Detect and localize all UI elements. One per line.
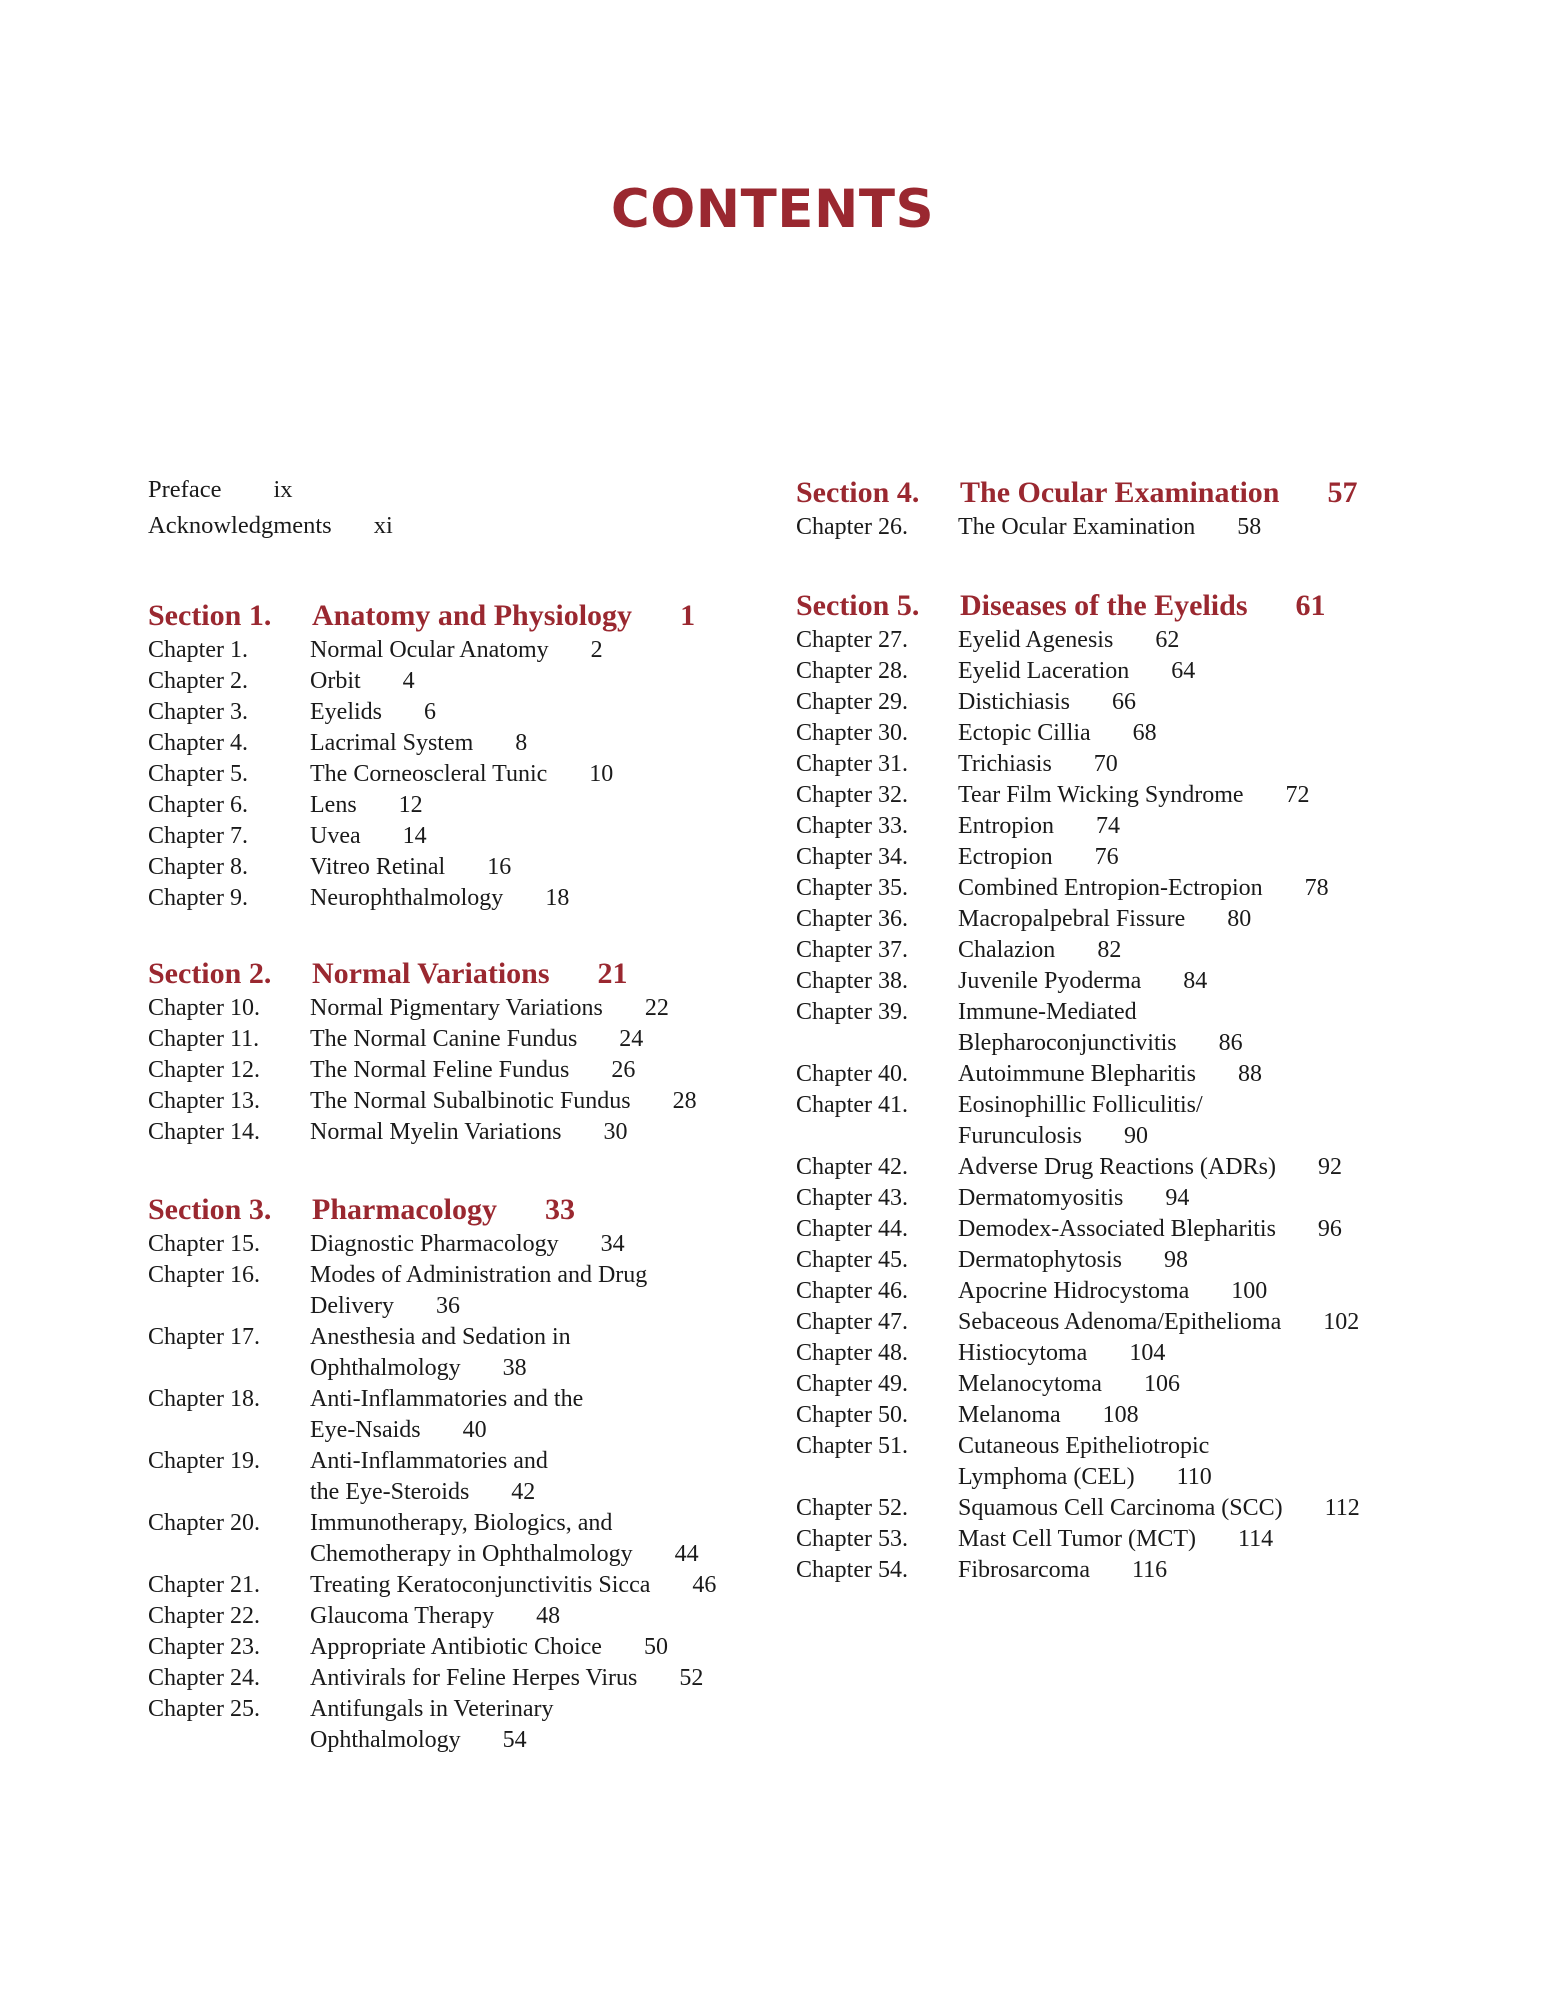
chapter-entry[interactable] [148,1663,768,1694]
chapter-entry[interactable] [796,625,1416,656]
front-matter-label: Preface [148,476,222,503]
chapter-title-line: Fibrosarcoma [958,1557,1090,1583]
chapter-title-line: Dermatophytosis [958,1247,1122,1273]
chapter-title-line: Melanocytoma [958,1371,1102,1397]
chapter-page: 70 [1093,751,1118,777]
chapter-title-line: Dermatomyositis [958,1185,1124,1211]
chapter-page: 46 [692,1572,717,1598]
chapter-title-line: Autoimmune Blepharitis [958,1061,1196,1087]
section-block [148,955,768,1148]
chapter-entry[interactable] [148,993,768,1024]
chapter-entry[interactable] [148,1229,768,1260]
chapter-number: Chapter 53. [796,1526,908,1552]
chapter-entry[interactable] [796,904,1416,935]
chapter-entry[interactable] [148,1384,768,1446]
chapter-number: Chapter 32. [796,782,908,808]
chapter-page: 94 [1165,1185,1190,1211]
chapter-page: 28 [672,1088,697,1114]
chapter-entry[interactable] [796,935,1416,966]
section-page: 57 [1327,476,1358,509]
chapter-entry[interactable] [796,842,1416,873]
chapter-title-line: Modes of Administration and Drug [310,1262,648,1288]
chapter-title-line: Mast Cell Tumor (MCT) [958,1526,1197,1552]
chapter-number: Chapter 54. [796,1557,908,1583]
chapter-title-line: Treating Keratoconjunctivitis Sicca [310,1572,651,1598]
chapter-entry[interactable] [148,1632,768,1663]
chapter-page: 26 [611,1057,636,1083]
chapter-number: Chapter 17. [148,1324,260,1350]
chapter-number: Chapter 14. [148,1119,260,1145]
chapter-title-line: Demodex-Associated Blepharitis [958,1216,1276,1242]
chapter-number: Chapter 28. [796,658,908,684]
chapter-entry[interactable] [796,873,1416,904]
chapter-page: 38 [502,1355,527,1381]
chapter-page: 100 [1231,1278,1268,1304]
chapter-title-line: Delivery [310,1293,394,1319]
section-number: Section 3. [148,1193,272,1226]
chapter-title-line: Chemotherapy in Ophthalmology [310,1541,633,1567]
chapter-number: Chapter 24. [148,1665,260,1691]
chapter-number: Chapter 38. [796,968,908,994]
chapter-page: 104 [1129,1340,1166,1366]
chapter-entry[interactable] [796,1090,1416,1152]
chapter-title-line: Appropriate Antibiotic Choice [310,1634,602,1660]
chapter-title-line: The Normal Canine Fundus [310,1026,578,1052]
chapter-title-line: Trichiasis [958,751,1052,777]
chapter-title-line: The Normal Feline Fundus [310,1057,570,1083]
chapter-entry[interactable] [148,790,768,821]
chapter-page: 88 [1237,1061,1262,1087]
chapter-number: Chapter 35. [796,875,908,901]
chapter-number: Chapter 48. [796,1340,908,1366]
chapter-entry[interactable] [796,1152,1416,1183]
chapter-title-line: Ectropion [958,844,1053,870]
chapter-number: Chapter 7. [148,823,248,849]
chapter-entry[interactable] [796,1183,1416,1214]
section-number: Section 1. [148,599,272,632]
chapter-entry[interactable] [796,1276,1416,1307]
chapter-entry[interactable] [148,1024,768,1055]
chapter-title-line: Combined Entropion-Ectropion [958,875,1263,901]
chapter-number: Chapter 1. [148,637,248,663]
chapter-title-line: the Eye-Steroids [310,1479,470,1505]
chapter-number: Chapter 51. [796,1433,908,1459]
chapter-page: 44 [674,1541,699,1567]
chapter-page: 48 [536,1603,561,1629]
chapter-title-line: Blepharoconjunctivitis [958,1030,1177,1056]
front-matter-item[interactable] [148,472,748,508]
chapter-number: Chapter 25. [148,1696,260,1722]
chapter-entry[interactable] [148,1117,768,1148]
chapter-page: 10 [589,761,614,787]
chapter-title-line: Chalazion [958,937,1056,963]
chapter-entry[interactable] [796,966,1416,997]
section-number: Section 2. [148,957,272,990]
chapter-entry[interactable] [148,1601,768,1632]
section-heading[interactable] [148,955,768,993]
chapter-title-line: Ophthalmology [310,1727,461,1753]
front-matter-page: ix [273,476,293,503]
chapter-title-line: Vitreo Retinal [310,854,446,880]
chapter-entry[interactable] [796,1431,1416,1493]
chapter-page: 8 [515,730,528,756]
chapter-entry[interactable] [148,1055,768,1086]
chapter-entry[interactable] [148,666,768,697]
chapter-number: Chapter 11. [148,1026,260,1052]
chapter-title-line: Anesthesia and Sedation in [310,1324,571,1350]
chapter-page: 64 [1171,658,1196,684]
chapter-title-line: Diagnostic Pharmacology [310,1231,559,1257]
section-block [148,597,768,914]
section-heading[interactable] [796,587,1416,625]
chapter-title-line: Ectopic Cillia [958,720,1091,746]
chapter-number: Chapter 23. [148,1634,260,1660]
chapter-number: Chapter 47. [796,1309,908,1335]
chapter-number: Chapter 16. [148,1262,260,1288]
chapter-entry[interactable] [796,1555,1416,1586]
section-title: Pharmacology [312,1193,497,1226]
chapter-title-line: Ophthalmology [310,1355,461,1381]
chapter-entry[interactable] [148,821,768,852]
chapter-title-line: Tear Film Wicking Syndrome [958,782,1244,808]
chapter-title-line: Eye-Nsaids [310,1417,421,1443]
chapter-title-line: Squamous Cell Carcinoma (SCC) [958,1495,1283,1521]
chapter-number: Chapter 36. [796,906,908,932]
page-title: CONTENTS [610,179,935,240]
chapter-entry[interactable] [796,811,1416,842]
chapter-number: Chapter 12. [148,1057,260,1083]
chapter-page: 6 [424,699,436,725]
chapter-title-line: Immune-Mediated [958,999,1137,1025]
chapter-entry[interactable] [796,512,1416,543]
chapter-page: 14 [402,823,427,849]
chapter-page: 74 [1096,813,1120,839]
chapter-entry[interactable] [148,852,768,883]
chapter-number: Chapter 3. [148,699,248,725]
chapter-entry[interactable] [796,656,1416,687]
chapter-title-line: Normal Pigmentary Variations [310,995,603,1021]
chapter-page: 98 [1163,1247,1188,1273]
chapter-page: 78 [1304,875,1329,901]
section-title: Diseases of the Eyelids [960,589,1248,622]
chapter-number: Chapter 19. [148,1448,260,1474]
chapter-title-line: Adverse Drug Reactions (ADRs) [958,1154,1276,1180]
chapter-entry[interactable] [796,1493,1416,1524]
chapter-page: 30 [603,1119,628,1145]
chapter-number: Chapter 15. [148,1231,260,1257]
chapter-title-line: Entropion [958,813,1054,839]
chapter-title-line: Distichiasis [958,689,1070,715]
chapter-page: 22 [644,995,669,1021]
chapter-page: 90 [1124,1123,1149,1149]
chapter-page: 52 [679,1665,704,1691]
chapter-number: Chapter 22. [148,1603,260,1629]
chapter-page: 16 [487,854,512,880]
chapter-entry[interactable] [796,1400,1416,1431]
chapter-number: Chapter 13. [148,1088,260,1114]
chapter-page: 34 [600,1231,625,1257]
chapter-title-line: Antivirals for Feline Herpes Virus [310,1665,638,1691]
chapter-page: 108 [1102,1402,1139,1428]
chapter-entry[interactable] [148,1260,768,1322]
chapter-title-line: Lacrimal System [310,730,474,756]
chapter-title-line: Lymphoma (CEL) [958,1464,1135,1490]
chapter-number: Chapter 33. [796,813,908,839]
chapter-entry[interactable] [148,728,768,759]
chapter-title-line: The Ocular Examination [958,514,1196,540]
chapter-entry[interactable] [148,759,768,790]
chapter-entry[interactable] [796,1369,1416,1400]
chapter-entry[interactable] [148,697,768,728]
chapter-title-line: Histiocytoma [958,1340,1088,1366]
chapter-number: Chapter 4. [148,730,248,756]
chapter-page: 54 [502,1727,527,1753]
section-number: Section 4. [796,476,920,509]
chapter-entry[interactable] [148,1322,768,1384]
chapter-number: Chapter 21. [148,1572,260,1598]
section-page: 21 [597,957,628,990]
chapter-entry[interactable] [148,883,768,914]
chapter-page: 72 [1285,782,1310,808]
chapter-number: Chapter 42. [796,1154,908,1180]
chapter-number: Chapter 34. [796,844,908,870]
chapter-title-line: Glaucoma Therapy [310,1603,495,1629]
chapter-title-line: Lens [310,792,357,818]
chapter-number: Chapter 30. [796,720,908,746]
chapter-entry[interactable] [796,1059,1416,1090]
section-block [148,1191,768,1756]
chapter-title-line: Antifungals in Veterinary [310,1696,554,1722]
front-matter-label: Acknowledgments [148,512,332,539]
chapter-number: Chapter 6. [148,792,248,818]
section-block [796,587,1416,1586]
chapter-number: Chapter 52. [796,1495,908,1521]
chapter-title-line: Furunculosis [958,1123,1083,1149]
chapter-page: 4 [402,668,415,694]
chapter-title-line: Juvenile Pyoderma [958,968,1142,994]
chapter-title-line: Eosinophillic Folliculitis/ [958,1092,1203,1118]
section-heading[interactable] [148,597,768,635]
chapter-title-line: Neurophthalmology [310,885,504,911]
chapter-number: Chapter 39. [796,999,908,1025]
chapter-number: Chapter 9. [148,885,248,911]
chapter-title-line: Orbit [310,668,361,694]
chapter-title-line: The Corneoscleral Tunic [310,761,548,787]
chapter-title-line: Cutaneous Epitheliotropic [958,1433,1210,1459]
section-title: Anatomy and Physiology [312,599,633,632]
chapter-title-line: Eyelid Laceration [958,658,1130,684]
chapter-entry[interactable] [148,1508,768,1570]
section-block [796,474,1416,543]
chapter-title-line: Eyelids [310,699,382,725]
chapter-title-line: Uvea [310,823,361,849]
chapter-entry[interactable] [148,1694,768,1756]
chapter-title-line: Sebaceous Adenoma/Epithelioma [958,1309,1282,1335]
chapter-number: Chapter 31. [796,751,908,777]
chapter-number: Chapter 18. [148,1386,260,1412]
chapter-page: 36 [435,1293,460,1319]
chapter-number: Chapter 49. [796,1371,908,1397]
chapter-title-line: Melanoma [958,1402,1061,1428]
chapter-page: 106 [1143,1371,1180,1397]
chapter-title-line: Anti-Inflammatories and the [310,1386,584,1412]
chapter-number: Chapter 20. [148,1510,260,1536]
chapter-entry[interactable] [796,1524,1416,1555]
chapter-title-line: Macropalpebral Fissure [958,906,1186,932]
chapter-page: 86 [1218,1030,1243,1056]
chapter-number: Chapter 37. [796,937,908,963]
chapter-number: Chapter 45. [796,1247,908,1273]
chapter-page: 110 [1176,1464,1212,1490]
section-page: 1 [680,599,696,632]
chapter-page: 12 [398,792,423,818]
chapter-entry[interactable] [796,718,1416,749]
chapter-page: 76 [1094,844,1119,870]
chapter-page: 62 [1155,627,1180,653]
chapter-title-line: Apocrine Hidrocystoma [958,1278,1190,1304]
chapter-page: 2 [590,637,603,663]
chapter-page: 84 [1183,968,1208,994]
chapter-entry[interactable] [148,1570,768,1601]
section-number: Section 5. [796,589,920,622]
chapter-page: 66 [1112,689,1136,715]
chapter-number: Chapter 2. [148,668,248,694]
chapter-page: 18 [545,885,570,911]
chapter-title-line: Anti-Inflammatories and [310,1448,548,1474]
chapter-number: Chapter 10. [148,995,260,1021]
chapter-page: 92 [1317,1154,1342,1180]
chapter-entry[interactable] [796,687,1416,718]
section-page: 33 [544,1193,575,1226]
chapter-title-line: Immunotherapy, Biologics, and [310,1510,613,1536]
chapter-number: Chapter 41. [796,1092,908,1118]
chapter-number: Chapter 44. [796,1216,908,1242]
chapter-page: 80 [1227,906,1252,932]
chapter-number: Chapter 5. [148,761,248,787]
section-heading[interactable] [148,1191,768,1229]
chapter-number: Chapter 46. [796,1278,908,1304]
chapter-number: Chapter 26. [796,514,908,540]
chapter-entry[interactable] [148,1086,768,1117]
chapter-number: Chapter 8. [148,854,248,880]
chapter-entry[interactable] [796,749,1416,780]
chapter-title-line: Normal Ocular Anatomy [310,637,549,663]
chapter-page: 82 [1097,937,1122,963]
chapter-entry[interactable] [796,780,1416,811]
chapter-entry[interactable] [796,1245,1416,1276]
chapter-page: 24 [619,1026,644,1052]
chapter-page: 114 [1238,1526,1274,1552]
section-page: 61 [1295,589,1326,622]
section-title: The Ocular Examination [960,476,1280,509]
chapter-page: 50 [643,1634,668,1660]
section-heading[interactable] [796,474,1416,512]
chapter-page: 42 [511,1479,536,1505]
chapter-page: 102 [1323,1309,1360,1335]
chapter-page: 68 [1132,720,1157,746]
chapter-number: Chapter 29. [796,689,908,715]
chapter-number: Chapter 50. [796,1402,908,1428]
front-matter [148,472,748,544]
chapter-page: 96 [1317,1216,1342,1242]
chapter-entry[interactable] [796,1307,1416,1338]
chapter-number: Chapter 27. [796,627,908,653]
chapter-title-line: The Normal Subalbinotic Fundus [310,1088,631,1114]
chapter-page: 58 [1237,514,1262,540]
chapter-title-line: Eyelid Agenesis [958,627,1114,653]
section-title: Normal Variations [312,957,550,990]
chapter-entry[interactable] [796,997,1416,1059]
chapter-entry[interactable] [148,635,768,666]
chapter-entry[interactable] [148,1446,768,1508]
chapter-number: Chapter 40. [796,1061,908,1087]
chapter-title-line: Normal Myelin Variations [310,1119,562,1145]
chapter-entry[interactable] [796,1338,1416,1369]
chapter-page: 116 [1131,1557,1168,1583]
chapter-page: 112 [1324,1495,1360,1521]
front-matter-item[interactable] [148,508,748,544]
chapter-page: 40 [462,1417,487,1443]
chapter-number: Chapter 43. [796,1185,908,1211]
front-matter-page: xi [373,512,393,539]
chapter-entry[interactable] [796,1214,1416,1245]
